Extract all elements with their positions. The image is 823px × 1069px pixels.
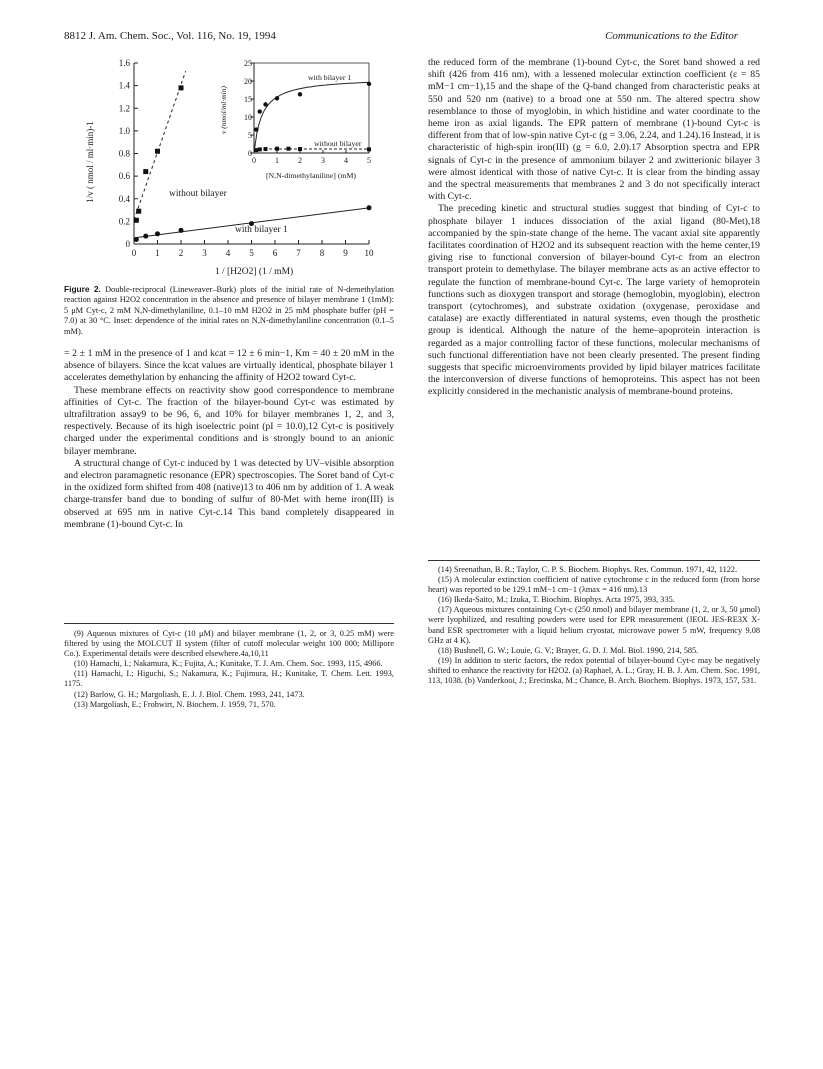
main-y-tick-label: 1.0	[118, 125, 130, 136]
main-y-tick-label: 1.2	[118, 103, 130, 114]
figure-2-plot	[64, 50, 394, 280]
main-y-tick-label: 0	[125, 239, 130, 249]
left-paragraph: = 2 ± 1 mM in the presence of 1 and kcat = 12 ± 6 min−1, Km = 40 ± 20 mM in the absence of bilayers. Since the kcat values are virtually identical, phosphate bilayer 1 accelerates demethylation by enhancing the affinity of H2O2 toward Cyt-c.	[64, 348, 394, 384]
main-y-tick-label: 0.6	[118, 171, 130, 182]
inset-x-axis-label: [N,N-dimethylaniline] (mM)	[265, 171, 357, 180]
inset-x-tick-label: 4	[344, 156, 348, 165]
main-x-tick-label: 0	[131, 248, 137, 258]
inset-y-tick-label: 15	[244, 95, 252, 104]
main-x-tick-label: 3	[202, 248, 207, 258]
inset-label-without-bilayer: without bilayer	[314, 139, 362, 148]
main-x-axis-label: 1 / [H2O2] (1 / mM)	[214, 267, 294, 277]
inset-point-without-bilayer	[287, 147, 291, 151]
main-point-with-bilayer	[367, 205, 372, 210]
inset-y-tick-label: 10	[244, 113, 252, 122]
footnote: (9) Aqueous mixtures of Cyt-c (10 μM) and bilayer membrane (1, 2, or 3, 0.25 mM) were filtered by using the MOLCUT II system (filter of cutoff molecular weight 100 000; Millipore Co.). Experimental details were described elsewhere.4a,10,11	[64, 629, 394, 659]
inset-point-without-bilayer	[254, 148, 258, 152]
inset-x-tick-label: 5	[367, 156, 371, 165]
main-point-with-bilayer	[155, 231, 160, 236]
footnote-rule-left	[64, 623, 394, 624]
main-y-axis-label: 1/v ( nmol / ml·min)-1	[85, 121, 95, 203]
footnote: (16) Ikeda-Saito, M.; Izuka, T. Biochim. Biophys. Acta 1975, 393, 335.	[438, 595, 675, 605]
main-point-with-bilayer	[134, 237, 139, 242]
inset-point-without-bilayer	[264, 147, 268, 151]
footnote: (11) Hamachi, I.; Higuchi, S.; Nakamura, K.; Fujimura, H.; Kunitake, T. Chem. Lett. 1993, 1175.	[64, 669, 394, 689]
left-paragraph: These membrane effects on reactivity show good correspondence to membrane affinities of Cyt-c. The fraction of the bilayer-bound Cyt-c was estimated by ultrafiltration assay9 to be 96, 6, and 10% for bilayer membranes 1, 2, and 3, respectively. Because of its high isoelectric point (pI = 10.0),12 Cyt-c is positively charged under the experimental conditions and is strongly bound to an anionic bilayer membrane.	[64, 384, 394, 457]
main-y-tick-label: 0.8	[118, 148, 130, 159]
right-paragraph: the reduced form of the membrane (1)-bound Cyt-c, the Soret band showed a red shift (426 from 416 nm), with a lessened molecular extinction coefficient (ε = 85 mM−1 cm−1),15 and the shape of the Q-band changed from characteristic peaks at 550 and 520 nm (native) to a broad one at 550 nm. The altered spectra show resemblance to those of myoglobin, in which histidine and water coordinate to the heme iron as axial ligands. The EPR pattern of membrane (1)-bound Cyt-c is different from that of low-spin native Cyt-c (g = 3.06, 2.24, and 1.24).16 Instead, it is characteristic of high-spin iron(III) (g = 6.0, 2.0).17 Absorption spectra and EPR signals of Cyt-c in the presence of ammonium bilayer 2 and zwitterionic bilayer 3 were almost identical with those of native Cyt-c. It is clear from the binding assay and the spectral measurements that membranes 2 and 3 do not specifically interact with Cyt-c.	[428, 57, 760, 203]
main-point-without-bilayer	[155, 149, 160, 154]
label-with-bilayer: with bilayer 1	[235, 225, 288, 235]
main-point-without-bilayer	[143, 169, 148, 174]
inset-point-without-bilayer	[275, 147, 279, 151]
inset-point-without-bilayer	[298, 147, 302, 151]
main-y-tick-label: 0.2	[118, 216, 130, 227]
footnote: (17) Aqueous mixtures containing Cyt-c (250 nmol) and bilayer membrane (1, 2, or 3, 50 μmol) were lyophilized, and resulting powders were used for EPR measurement (JEOL JES-RE3X X-band ESR spectrometer with a liquid helium cryostat, microwave power 5 mW, frequency 9.08 GHz at 4 K).	[428, 605, 760, 645]
right-column-body	[428, 57, 760, 399]
footnote: (19) In addition to steric factors, the redox potential of bilayer-bound Cyt-c may be negatively shifted to enhance the reactivity for H2O2. (a) Raphael, A. L.; Gray, H. B. J. Am. Chem. Soc. 1991, 113, 1038. (b) Vanderkooi, J.; Erecinska, M.; Chance, B. Arch. Biochem. Biophys. 1973, 157, 531.	[428, 655, 760, 686]
footnote: (10) Hamachi, I.; Nakamura, K.; Fujita, A.; Kunitake, T. J. Am. Chem. Soc. 1993, 115, 4966.	[74, 659, 383, 669]
main-y-tick-label: 0.4	[118, 193, 130, 204]
footnote: (12) Barlow, G. H.; Margoliash, E. J. J. Biol. Chem. 1993, 241, 1473.	[74, 689, 305, 699]
inset-point-with-bilayer	[258, 109, 262, 113]
inset-y-tick-label: 0	[248, 149, 252, 158]
main-x-tick-label: 10	[364, 248, 374, 258]
main-x-tick-label: 7	[296, 248, 301, 258]
inset-y-ticks	[244, 59, 254, 158]
footnote: (13) Margoliash, E.; Frohwirt, N. Biochem. J. 1959, 71, 570.	[74, 699, 276, 709]
footnote: (15) A molecular extinction coefficient of native cytochrome c in the reduced form (from horse heart) was reported to be 129.1 mM−1 cm−1 (λmax = 416 nm).13	[428, 575, 760, 595]
main-x-tick-label: 2	[178, 248, 184, 258]
inset-x-ticks	[252, 150, 371, 165]
footnote: (14) Sreenathan, B. R.; Taylor, C. P. S. Biochem. Biophys. Res. Commun. 1971, 42, 1122.	[438, 565, 738, 574]
running-header-left: 8812 J. Am. Chem. Soc., Vol. 116, No. 19, 1994	[64, 30, 276, 42]
inset-point-without-bilayer	[258, 147, 262, 151]
inset-x-tick-label: 3	[321, 156, 325, 165]
main-x-tick-label: 6	[272, 248, 278, 258]
main-x-tick-label: 1	[155, 248, 160, 258]
footnote: (18) Bushnell, G. W.; Louie, G. V.; Brayer, G. D. J. Mol. Biol. 1990, 214, 585.	[438, 645, 699, 655]
inset-x-tick-label: 0	[252, 156, 256, 165]
running-header-right: Communications to the Editor	[605, 30, 738, 42]
main-x-ticks	[132, 240, 374, 258]
main-x-tick-label: 4	[225, 248, 231, 258]
caption-label: Figure 2.	[64, 284, 101, 294]
main-y-tick-label: 1.4	[118, 80, 130, 91]
main-point-without-bilayer	[179, 85, 184, 90]
left-column-body	[64, 348, 394, 531]
main-point-with-bilayer	[143, 234, 148, 239]
main-point-without-bilayer	[134, 218, 139, 223]
inset-point-with-bilayer	[263, 102, 267, 106]
inset-point-with-bilayer	[367, 82, 371, 86]
inset-x-tick-label: 1	[275, 156, 279, 165]
footnotes-left	[64, 629, 394, 710]
main-point-without-bilayer	[136, 209, 141, 214]
figure-caption	[64, 284, 394, 337]
left-paragraph: A structural change of Cyt-c induced by 1 was detected by UV–visible absorption and electron paramagnetic resonance (EPR) spectroscopies. The Soret band of Cyt-c in the oxidized form shifted from 408 (native)13 to 406 nm by addition of 1. A weak charge-transfer band due to bonding of sulfur of 80-Met with heme iron(III) is observed at 695 nm in native Cyt-c.14 This band completely disappeared in membrane (1)-bound Cyt-c. In	[64, 457, 394, 530]
inset-point-with-bilayer	[275, 96, 279, 100]
inset-y-tick-label: 20	[244, 77, 252, 86]
main-x-tick-label: 9	[343, 248, 348, 258]
inset-label-with-bilayer: with bilayer 1	[308, 73, 352, 82]
inset-point-with-bilayer	[298, 92, 302, 96]
figure-2	[64, 50, 394, 280]
footnote-rule-right	[428, 560, 760, 561]
right-paragraph: The preceding kinetic and structural studies suggest that binding of Cyt-c to phosphate bilayer 1 induces dissociation of the axial ligand (80-Met),18 accompanied by the spin-state change of the heme. The vacant axial site apparently facilitates coordination of H2O2 and its subsequent reaction with the heme center,19 giving rise to functional conversion of bilayer-bound Cyt-c from an electron transport protein to demethylase. The bilayer membrane acts as an active effector to regulate the function of membrane-bound Cyt-c. The large variety of hemoprotein functions such as dioxygen transport and storage (hemoglobin, myoglobin), electron transport (cytochromes), and substrate oxidation (oxygenase, peroxidase and catalase) are exactly differentiated in natural systems, even though the prosthetic group is identical. Although the nature of the heme–apoprotein interaction is regarded as a major controlling factor of these functions, molecular mechanisms of such functional differentiation have not been clearly presented. The present finding suggests that specific microenviroments provided by lipid bilayer matrices facilitate the interconversion of diverse functions of hemoproteins. This aspect has not been explicitly considered in the mechanistic analysis of membrane-bound proteins.	[428, 203, 760, 398]
inset-point-with-bilayer	[254, 127, 258, 131]
main-point-with-bilayer	[179, 228, 184, 233]
inset-y-tick-label: 25	[244, 59, 252, 68]
inset-point-without-bilayer	[367, 147, 371, 151]
main-x-tick-label: 8	[319, 248, 325, 258]
inset-y-axis-label: v (nmol/ml·min)	[219, 86, 228, 134]
main-x-tick-label: 5	[249, 248, 254, 258]
inset-y-tick-label: 5	[248, 131, 252, 140]
inset-x-tick-label: 2	[298, 156, 302, 165]
label-without-bilayer: without bilayer	[169, 189, 227, 199]
footnotes-right	[428, 565, 760, 686]
caption-text: Double-reciprocal (Lineweaver–Burk) plots of the initial rate of N-demethylation reaction against H2O2 concentration in the absence and presence of bilayer membrane 1 (1mM): 5 μM Cyt-c, 2 mM N,N-dimethylaniline, 0.1–10 mM H2O2 in 25 mM phosphate buffer (pH = 7.0) at 30 °C. Inset: dependence of the initial rates on N,N-dimethylaniline concentration (0.1–5 mM).	[64, 285, 394, 336]
main-y-tick-label: 1.6	[118, 58, 130, 68]
